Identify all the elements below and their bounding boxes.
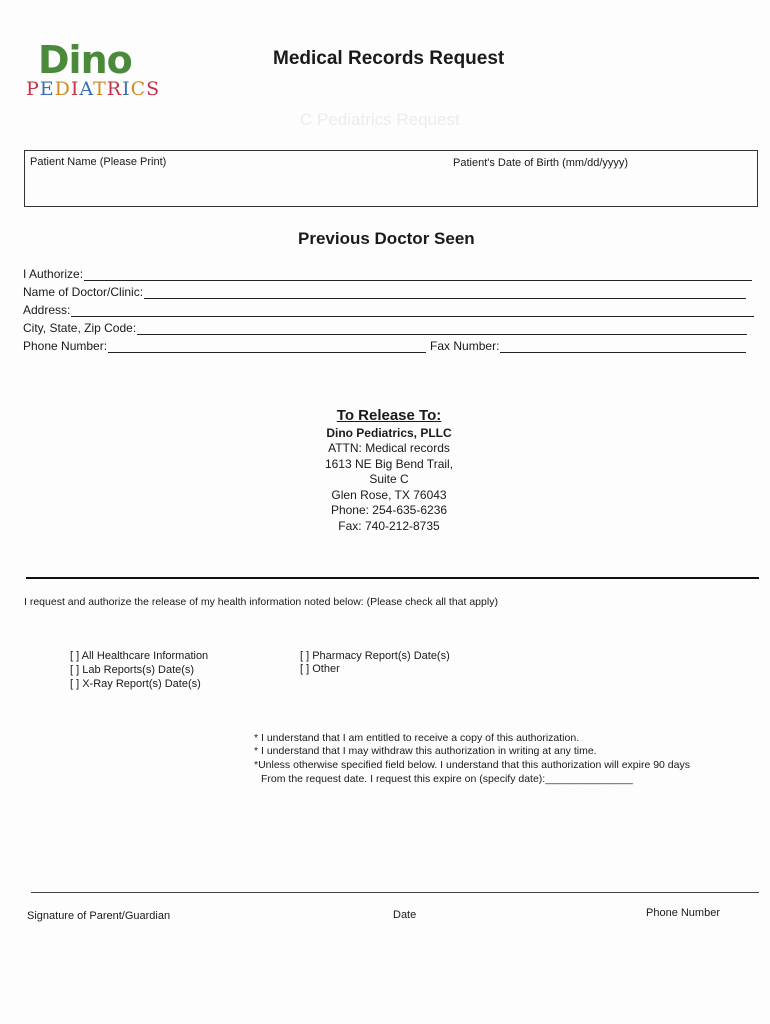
doctor-field — [23, 285, 746, 299]
request-statement: I request and authorize the release of my health information noted below: (Please check all that apply) — [24, 596, 498, 608]
patient-name-label: Patient Name (Please Print) — [30, 156, 167, 168]
faint-subtitle: C Pediatrics Request — [300, 110, 460, 129]
signature-label: Signature of Parent/Guardian — [27, 910, 171, 922]
release-phone: Phone: 254-635-6236 — [330, 503, 448, 517]
city-label: City, State, Zip Code: — [23, 321, 137, 335]
document-title: Medical Records Request — [273, 48, 505, 69]
city-line[interactable] — [137, 324, 747, 335]
signature-line[interactable] — [31, 892, 759, 893]
release-attn: ATTN: Medical records — [328, 441, 450, 455]
fax-line[interactable] — [500, 342, 746, 353]
fax-label: Fax Number: — [430, 339, 500, 353]
address-label: Address: — [23, 303, 71, 317]
check-all-healthcare[interactable]: [ ] All Healthcare Information — [70, 650, 209, 662]
check-other[interactable]: [ ] Other — [300, 663, 340, 675]
release-heading: To Release To: — [336, 407, 442, 424]
section-title-previous-doctor: Previous Doctor Seen — [298, 229, 475, 248]
date-label: Date — [393, 909, 417, 921]
authorize-field — [23, 267, 752, 281]
authorize-line[interactable] — [84, 270, 752, 281]
phone-fax-field — [23, 339, 746, 353]
logo-dino-text: Dino — [38, 38, 132, 82]
phone-line[interactable] — [108, 342, 426, 353]
release-street: 1613 NE Big Bend Trail, — [324, 456, 454, 471]
release-to-block — [300, 408, 478, 534]
release-org: Dino Pediatrics, PLLC — [326, 425, 452, 440]
check-pharmacy-reports[interactable]: [ ] Pharmacy Report(s) Date(s) — [300, 650, 450, 662]
release-fax: Fax: 740-212-8735 — [338, 518, 440, 533]
dino-pediatrics-logo — [26, 38, 171, 106]
release-suite: Suite C — [369, 472, 409, 486]
authorize-label: I Authorize: — [23, 267, 84, 281]
logo-pediatrics-text: PEDIATRICS — [26, 78, 161, 100]
section-divider — [26, 577, 759, 579]
doctor-label: Name of Doctor/Clinic: — [23, 285, 144, 299]
understand-line-2: * I understand that I may withdraw this authorization in writing at any time. — [254, 745, 597, 757]
understand-line-4: From the request date. I request this expire on (specify date):_______________ — [261, 773, 633, 785]
address-line[interactable] — [71, 306, 754, 317]
check-lab-reports[interactable]: [ ] Lab Reports(s) Date(s) — [70, 664, 195, 676]
doctor-line[interactable] — [144, 288, 746, 299]
understand-line-1: * I understand that I am entitled to receive a copy of this authorization. — [254, 732, 580, 744]
understand-line-3: *Unless otherwise specified field below. I understand that this authorization will expire 90 days — [254, 759, 690, 771]
release-city: Glen Rose, TX 76043 — [331, 487, 447, 502]
city-field — [23, 321, 747, 335]
phone-label: Phone Number: — [23, 339, 108, 353]
patient-dob-label: Patient's Date of Birth (mm/dd/yyyy) — [453, 157, 629, 169]
phone-number-label: Phone Number — [646, 907, 720, 919]
address-field — [23, 303, 754, 317]
check-xray-reports[interactable]: [ ] X-Ray Report(s) Date(s) — [70, 678, 201, 690]
